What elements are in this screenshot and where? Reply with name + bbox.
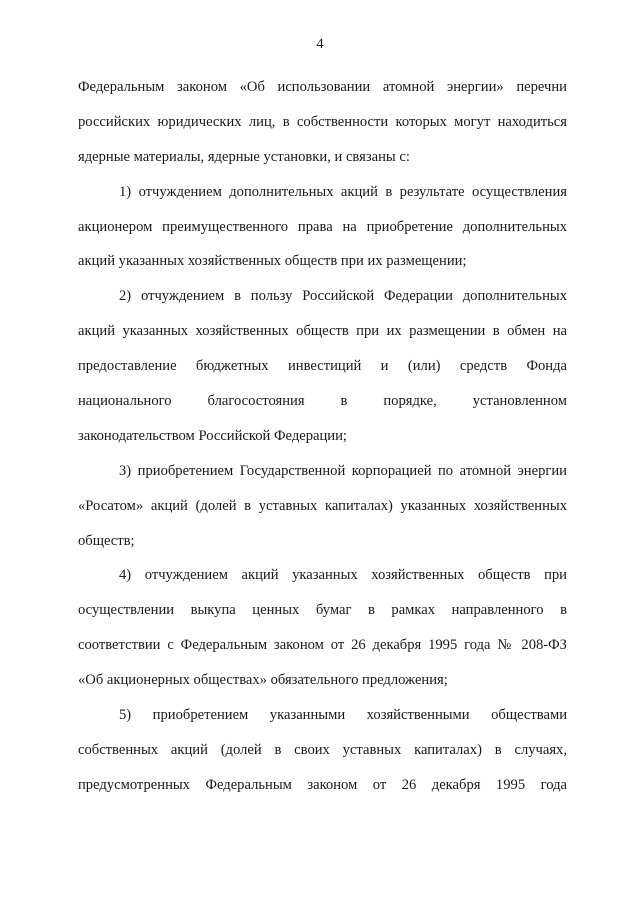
document-body [78,70,567,803]
list-item-4-line: соответствии с Федеральным законом от 26 декабря 1995 года № 208-ФЗ [78,637,567,654]
text-line: ядерные материалы, ядерные установки, и связаны с: [78,148,410,165]
text-line: российских юридических лиц, в собственности которых могут находиться [78,113,567,130]
list-item-4-line: осуществлении выкупа ценных бумаг в рамках направленного в [78,602,567,619]
list-item-1-line: акционером преимущественного права на приобретение дополнительных [78,218,567,235]
list-item-3-line: «Росатом» акций (долей в уставных капиталах) указанных хозяйственных [78,497,567,514]
list-item-4-line: 4) отчуждением акций указанных хозяйственных обществ при [119,567,567,584]
list-item-5-line: предусмотренных Федеральным законом от 26 декабря 1995 года [78,776,567,793]
list-item-1-line: акций указанных хозяйственных обществ при их размещении; [78,253,467,270]
list-item-3-line: 3) приобретением Государственной корпорацией по атомной энергии [119,462,567,479]
list-item-3-line: обществ; [78,532,135,549]
page-number: 4 [316,36,324,52]
list-item-2-line: акций указанных хозяйственных обществ при их размещении в обмен на [78,323,567,340]
list-item-1-line: 1) отчуждением дополнительных акций в результате осуществления [119,183,567,200]
list-item-4-line: «Об акционерных обществах» обязательного предложения; [78,672,448,689]
list-item-2-line: предоставление бюджетных инвестиций и (или) средств Фонда [78,358,567,375]
text-line: Федеральным законом «Об использовании атомной энергии» перечни [78,79,567,95]
list-item-5-line: 5) приобретением указанными хозяйственными обществами [119,707,567,724]
list-item-2-line: 2) отчуждением в пользу Российской Федерации дополнительных [119,288,567,305]
list-item-2-line: законодательством Российской Федерации; [78,427,347,444]
list-item-5-line: собственных акций (долей в своих уставных капиталах) в случаях, [78,741,567,758]
list-item-2-line: национального благосостояния в порядке, установленном [78,393,567,410]
